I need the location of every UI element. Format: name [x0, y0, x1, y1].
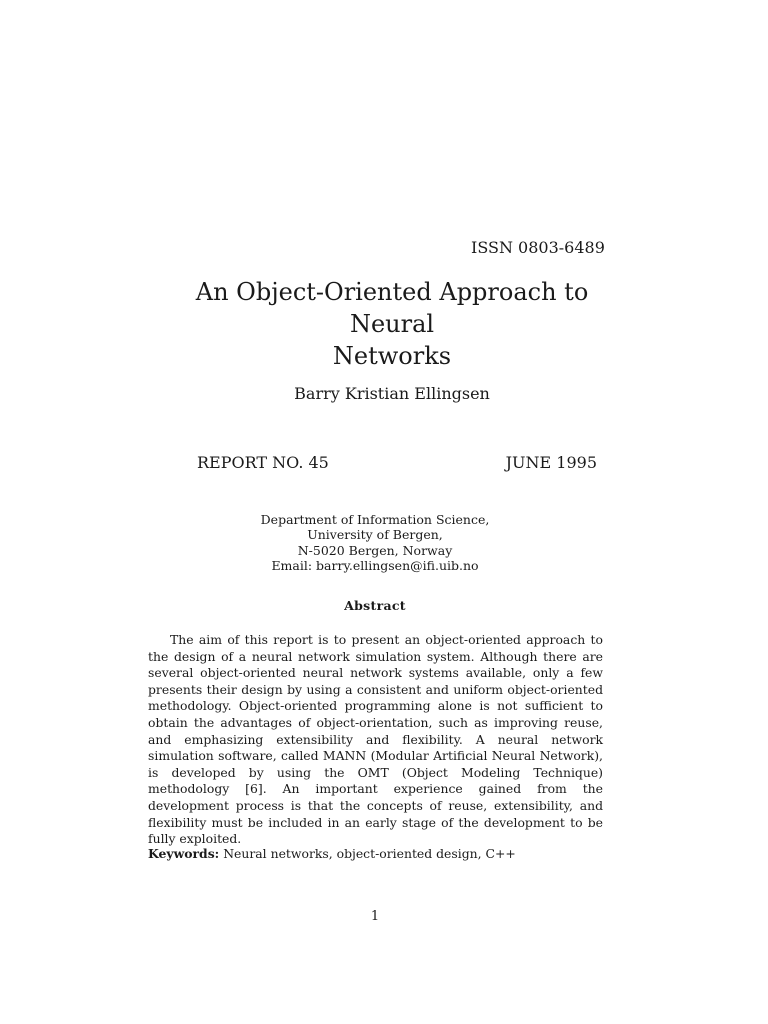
- title-line-2: Networks: [332, 342, 452, 370]
- author-name: Barry Kristian Ellingsen: [294, 384, 490, 403]
- abstract-text: The aim of this report is to present an object-oriented approach to the design of a neural network simulation system. Although there are several object-oriented neural network systems available, only a few presents their design by using a consistent and uniform object-oriented methodology. Object-oriented programming alone is not sufficient to obtain the advantages of object-orientation, such as improving reuse, and emphasizing extensibility and flexibility. A neural network simulation software, called MANN (Modular Artificial Neural Network), is developed by using the OMT (Object Modeling Technique) methodology [6]. An important experience gained from the development process is that the concepts of reuse, extensibility, and flexibility must be included in an early stage of the development to be fully exploited.: [148, 632, 603, 847]
- affiliation-block: [200, 512, 550, 574]
- page-number: 1: [370, 909, 380, 924]
- keywords-line: [148, 846, 603, 861]
- address-line: N-5020 Bergen, Norway: [297, 542, 453, 558]
- title-line-1: An Object-Oriented Approach to Neural: [195, 278, 589, 338]
- report-date: JUNE 1995: [505, 453, 597, 472]
- department-line: Department of Information Science,: [260, 512, 490, 527]
- issn-number: ISSN 0803-6489: [471, 238, 605, 257]
- abstract-heading: Abstract: [344, 598, 406, 613]
- email-line: Email: barry.ellingsen@ifi.uib.no: [271, 558, 479, 574]
- keywords-label: Keywords:: [148, 846, 220, 861]
- report-number: REPORT NO. 45: [197, 453, 329, 472]
- keywords-text: Neural networks, object-oriented design, C++: [223, 846, 516, 861]
- university-line: University of Bergen,: [307, 527, 443, 543]
- document-title: [150, 276, 634, 372]
